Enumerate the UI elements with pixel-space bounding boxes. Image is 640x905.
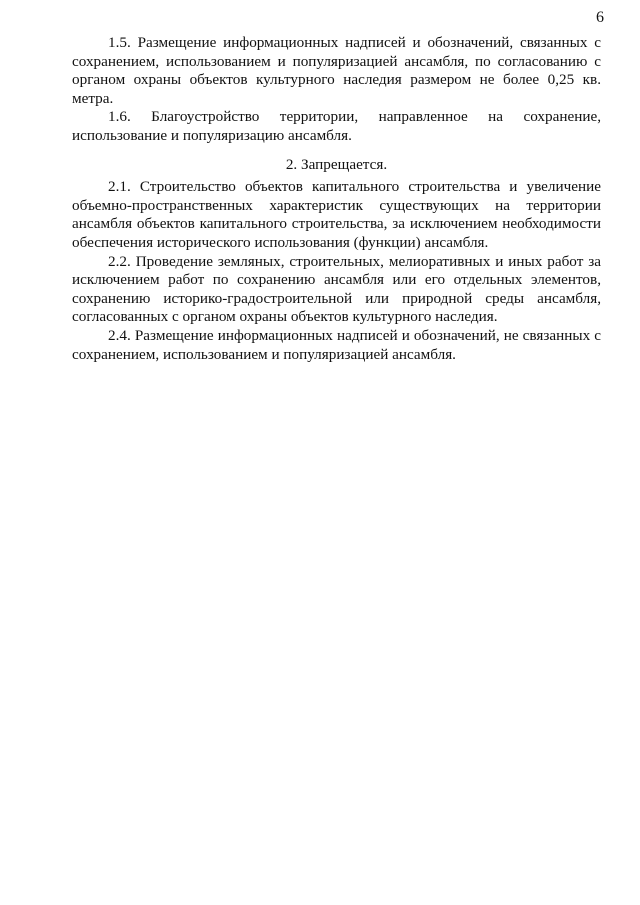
section-2-heading: 2. Запрещается. (285, 155, 388, 173)
page-number: 6 (596, 9, 604, 26)
clause-2-1: 2.1. Строительство объектов капитального строительства и увеличение объемно-пространственных характеристик существующих на территории ансамбля объектов капитального строительства, за исключением необходимости обеспечения исторического использования (функции) ансамбля. (72, 178, 601, 251)
clause-1-6: 1.6. Благоустройство территории, направленное на сохранение, использование и популяризацию ансамбля. (72, 108, 601, 144)
clause-1-5: 1.5. Размещение информационных надписей и обозначений, связанных с сохранением, использованием и популяризацией ансамбля, по согласованию с органом охраны объектов культурного наследия размером не более 0,25 кв. метра. (72, 34, 601, 107)
clause-2-2: 2.2. Проведение земляных, строительных, мелиоративных и иных работ за исключением работ по сохранению ансамбля или его отдельных элементов, сохранению историко-градостроительной или природной среды ансамбля, согласованных с органом охраны объектов культурного наследия. (72, 252, 601, 326)
document-body (72, 34, 601, 364)
clause-2-4: 2.4. Размещение информационных надписей и обозначений, не связанных с сохранением, использованием и популяризацией ансамбля. (72, 326, 601, 363)
